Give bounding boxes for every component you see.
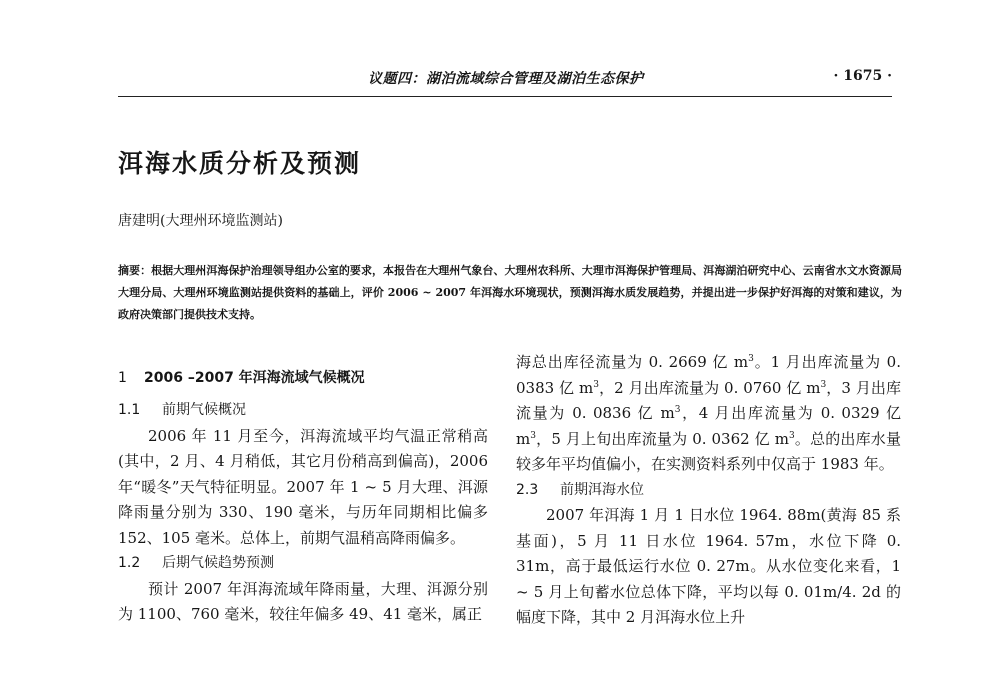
outflow-text-g: 。总的出库水量较多年平均值偏小，在实测资料系列中仅高于 1983 年。 [516, 429, 901, 473]
abstract [118, 260, 902, 326]
section-1-1-title: 前期气候概况 [162, 402, 246, 418]
outflow-text-b: 。1 月出库流量为 0. 0383 亿 m [516, 353, 901, 397]
paragraph-water-level: 2007 年洱海 1 月 1 日水位 1964. 88m(黄海 85 系基面)，5 月 11 日水位 1964. 57m，水位下降 0. 31m，高于最低运行水位 0. 27m。从水位变化来看，1 ~ 5 月上旬蓄水位总体下降，平均以每 0. 01m/4. 2d 的幅度下降，其中 2 月洱海水位上升 [516, 506, 901, 626]
section-1-heading [118, 366, 488, 390]
superscript-3: 3 [820, 379, 827, 390]
outflow-text-f: ，5 月上旬出库流量为 0. 0362 亿 m [535, 429, 789, 448]
running-title: 议题四：湖泊流域综合管理及湖泊生态保护 [368, 71, 644, 87]
outflow-text-a: 海总出库径流量为 0. 2669 亿 m [516, 353, 749, 371]
section-2-3-heading [516, 478, 901, 504]
superscript-3: 3 [748, 354, 754, 364]
abstract-text: 根据大理州洱海保护治理领导组办公室的要求，本报告在大理州气象台、大理州农科所、大理市洱海保护管理局、洱海湖泊研究中心、云南省水文水资源局大理分局、大理州环境监测站提供资料的基础上，评价 2006 ~ 2007 年洱海水环境现状，预测洱海水质发展趋势，并提出进一步保护好洱海的对策和建议，为政府决策部门提供技术支持。 [118, 264, 903, 321]
right-column [516, 350, 901, 631]
section-1-2-number: 1.2 [118, 555, 141, 571]
paragraph-1-1: 2006 年 11 月至今，洱海流域平均气温正常稍高(其中，2 月、4 月稍低，其它月份稍高到偏高)，2006 年“暖冬”天气特征明显。2007 年 1 ~ 5 月大理、洱源降雨量分别为 330、190 毫米，与历年同期相比偏多 152、105 毫米。总体上，前期气温稍高降雨偏多。 [118, 426, 488, 547]
paragraph-outflow [516, 350, 901, 478]
section-1-title: 2006 –2007 年洱海流域气候概况 [144, 370, 365, 386]
article-author: 唐建明(大理州环境监测站) [118, 213, 283, 229]
outflow-text-c: ，2 月出库流量为 0. 0760 亿 m [598, 378, 821, 397]
section-2-3-title: 前期洱海水位 [560, 481, 644, 498]
section-1-2-title: 后期气候趋势预测 [162, 555, 274, 571]
section-1-number: 1 [118, 370, 127, 386]
section-2-3-number: 2.3 [516, 481, 539, 498]
section-1-1-heading [118, 398, 488, 424]
abstract-label: 摘要： [118, 264, 152, 277]
left-column [118, 350, 488, 628]
superscript-3: 3 [593, 379, 599, 390]
superscript-3: 3 [530, 430, 536, 441]
page-number: · 1675 · [833, 68, 892, 84]
article-title: 洱海水质分析及预测 [118, 149, 362, 178]
running-header [118, 62, 892, 92]
paragraph-1-2: 预计 2007 年洱海流域年降雨量，大理、洱源分别为 1100、760 毫米，较往年偏多 49、41 毫米，属正 [118, 579, 488, 623]
header-rule [118, 96, 892, 97]
outflow-text-e: ，4 月出库流量为 0. 0329 亿 m [516, 404, 901, 448]
superscript-3: 3 [674, 405, 681, 415]
section-1-2-heading [118, 551, 488, 577]
outflow-text-d: ，3 月出库流量为 0. 0836 亿 m [516, 378, 902, 422]
section-1-1-number: 1.1 [118, 402, 141, 418]
superscript-3: 3 [788, 430, 795, 441]
